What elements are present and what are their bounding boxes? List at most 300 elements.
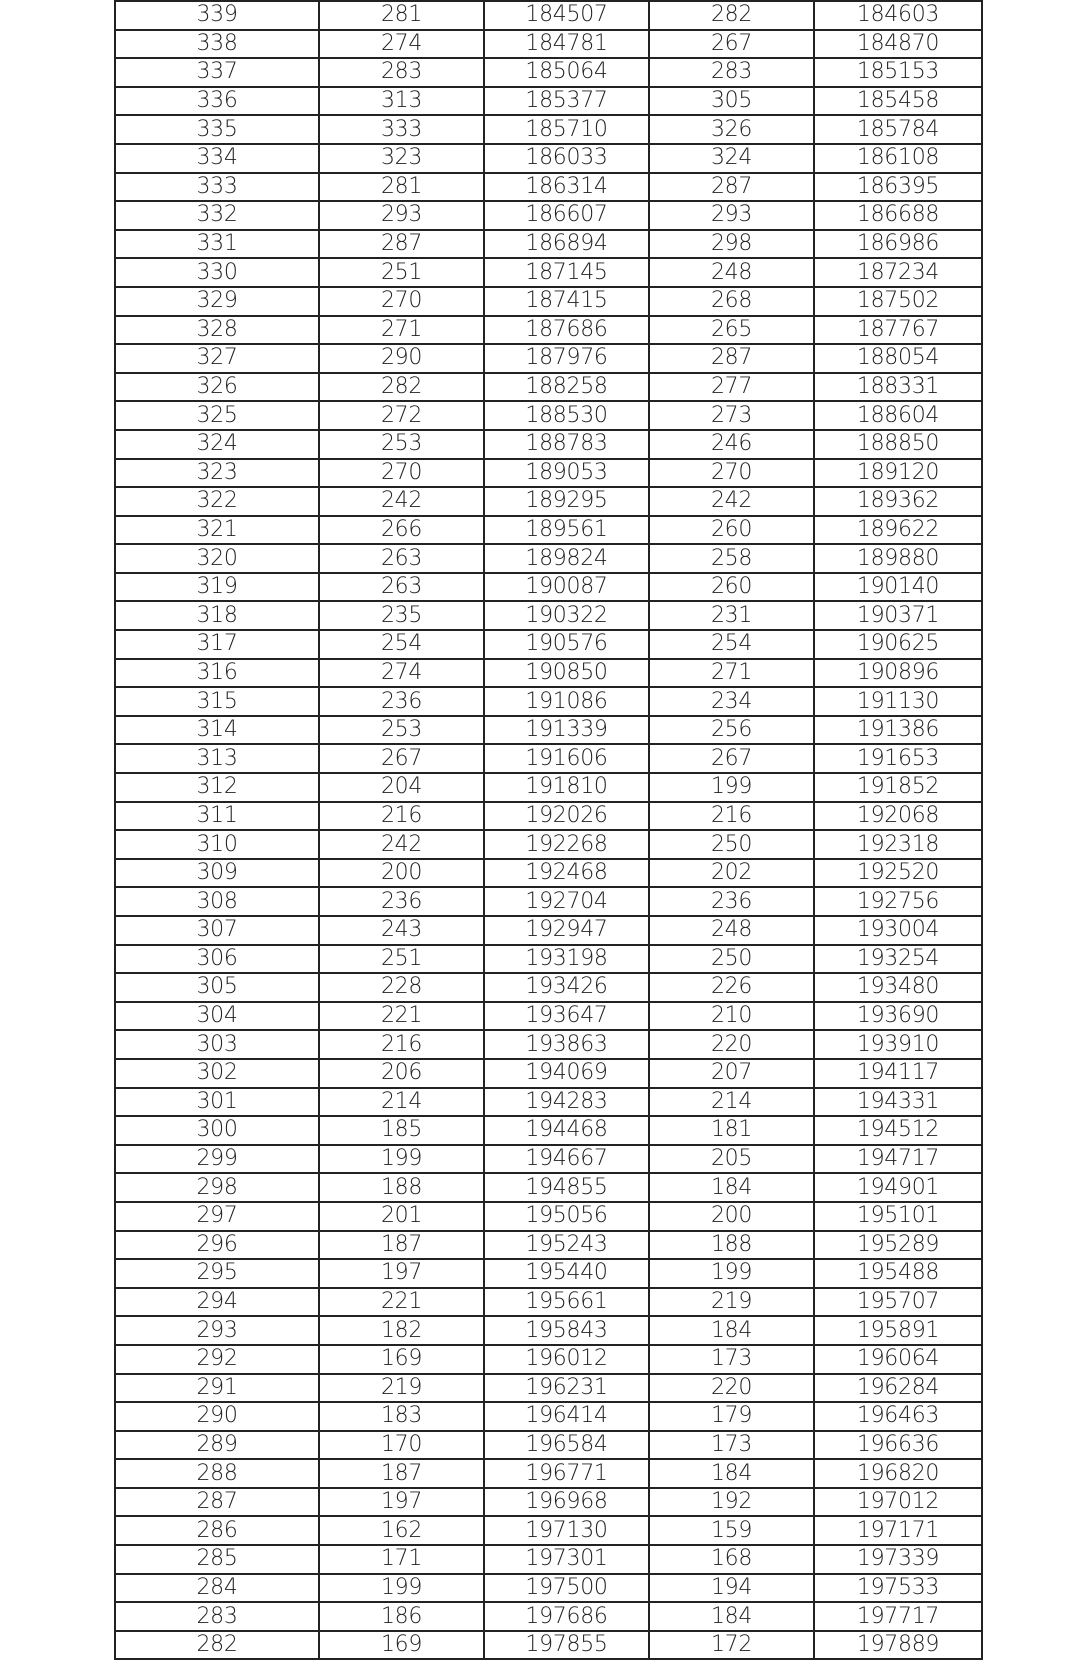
- cumulative-a-cell: 188258: [484, 373, 649, 402]
- count-a-cell: 270: [319, 459, 484, 488]
- count-b-cell: 305: [649, 87, 814, 116]
- count-a-cell: 263: [319, 544, 484, 573]
- table-row: [115, 1030, 982, 1059]
- count-b-cell: 159: [649, 1516, 814, 1545]
- table-row: [115, 1374, 982, 1403]
- cumulative-a-cell: 193863: [484, 1030, 649, 1059]
- score-cell: 330: [115, 258, 319, 287]
- table-row: [115, 601, 982, 630]
- count-a-cell: 204: [319, 773, 484, 802]
- score-cell: 319: [115, 573, 319, 602]
- count-b-cell: 293: [649, 201, 814, 230]
- count-a-cell: 216: [319, 802, 484, 831]
- count-b-cell: 267: [649, 30, 814, 59]
- cumulative-b-cell: 196820: [814, 1459, 982, 1488]
- cumulative-b-cell: 197339: [814, 1545, 982, 1574]
- table-row: [115, 859, 982, 888]
- cumulative-b-cell: 197171: [814, 1516, 982, 1545]
- count-a-cell: 272: [319, 401, 484, 430]
- cumulative-a-cell: 186894: [484, 230, 649, 259]
- score-cell: 335: [115, 115, 319, 144]
- score-table: [114, 0, 983, 1660]
- cumulative-a-cell: 193198: [484, 945, 649, 974]
- count-b-cell: 168: [649, 1545, 814, 1574]
- cumulative-a-cell: 193647: [484, 1002, 649, 1031]
- count-b-cell: 256: [649, 716, 814, 745]
- count-a-cell: 200: [319, 859, 484, 888]
- count-a-cell: 333: [319, 115, 484, 144]
- count-a-cell: 201: [319, 1202, 484, 1231]
- table-row: [115, 430, 982, 459]
- score-cell: 282: [115, 1631, 319, 1660]
- cumulative-a-cell: 185710: [484, 115, 649, 144]
- cumulative-b-cell: 193910: [814, 1030, 982, 1059]
- cumulative-b-cell: 186688: [814, 201, 982, 230]
- cumulative-b-cell: 197889: [814, 1631, 982, 1660]
- count-b-cell: 324: [649, 144, 814, 173]
- count-a-cell: 270: [319, 287, 484, 316]
- table-row: [115, 516, 982, 545]
- table-row: [115, 1345, 982, 1374]
- cumulative-b-cell: 195488: [814, 1259, 982, 1288]
- count-b-cell: 173: [649, 1345, 814, 1374]
- cumulative-b-cell: 185784: [814, 115, 982, 144]
- cumulative-b-cell: 190371: [814, 601, 982, 630]
- cumulative-a-cell: 190087: [484, 573, 649, 602]
- table-row: [115, 1, 982, 30]
- score-cell: 310: [115, 830, 319, 859]
- count-b-cell: 298: [649, 230, 814, 259]
- cumulative-a-cell: 185377: [484, 87, 649, 116]
- count-a-cell: 197: [319, 1259, 484, 1288]
- count-b-cell: 234: [649, 687, 814, 716]
- score-cell: 291: [115, 1374, 319, 1403]
- cumulative-a-cell: 197130: [484, 1516, 649, 1545]
- count-a-cell: 251: [319, 945, 484, 974]
- cumulative-a-cell: 194667: [484, 1145, 649, 1174]
- cumulative-a-cell: 186033: [484, 144, 649, 173]
- score-cell: 301: [115, 1088, 319, 1117]
- count-b-cell: 260: [649, 573, 814, 602]
- score-cell: 309: [115, 859, 319, 888]
- table-row: [115, 1516, 982, 1545]
- cumulative-a-cell: 197855: [484, 1631, 649, 1660]
- cumulative-b-cell: 188850: [814, 430, 982, 459]
- cumulative-b-cell: 188331: [814, 373, 982, 402]
- count-a-cell: 274: [319, 30, 484, 59]
- table-row: [115, 144, 982, 173]
- score-cell: 302: [115, 1059, 319, 1088]
- cumulative-b-cell: 185458: [814, 87, 982, 116]
- cumulative-a-cell: 188530: [484, 401, 649, 430]
- count-b-cell: 199: [649, 773, 814, 802]
- count-a-cell: 199: [319, 1145, 484, 1174]
- score-cell: 337: [115, 58, 319, 87]
- table-row: [115, 1288, 982, 1317]
- count-a-cell: 199: [319, 1574, 484, 1603]
- table-row: [115, 487, 982, 516]
- score-cell: 286: [115, 1516, 319, 1545]
- cumulative-a-cell: 190322: [484, 601, 649, 630]
- count-a-cell: 281: [319, 1, 484, 30]
- score-cell: 294: [115, 1288, 319, 1317]
- table-row: [115, 115, 982, 144]
- count-a-cell: 254: [319, 630, 484, 659]
- table-row: [115, 316, 982, 345]
- count-a-cell: 219: [319, 1374, 484, 1403]
- cumulative-a-cell: 197686: [484, 1602, 649, 1631]
- cumulative-a-cell: 196968: [484, 1488, 649, 1517]
- score-cell: 324: [115, 430, 319, 459]
- table-row: [115, 630, 982, 659]
- count-a-cell: 251: [319, 258, 484, 287]
- cumulative-b-cell: 190625: [814, 630, 982, 659]
- count-a-cell: 171: [319, 1545, 484, 1574]
- count-a-cell: 281: [319, 173, 484, 202]
- table-row: [115, 1116, 982, 1145]
- count-b-cell: 173: [649, 1431, 814, 1460]
- cumulative-b-cell: 192756: [814, 887, 982, 916]
- table-row: [115, 1202, 982, 1231]
- count-b-cell: 267: [649, 744, 814, 773]
- count-a-cell: 162: [319, 1516, 484, 1545]
- cumulative-a-cell: 195056: [484, 1202, 649, 1231]
- count-a-cell: 282: [319, 373, 484, 402]
- count-b-cell: 220: [649, 1374, 814, 1403]
- count-b-cell: 216: [649, 802, 814, 831]
- count-a-cell: 228: [319, 973, 484, 1002]
- count-b-cell: 202: [649, 859, 814, 888]
- score-cell: 331: [115, 230, 319, 259]
- cumulative-a-cell: 195440: [484, 1259, 649, 1288]
- count-a-cell: 274: [319, 659, 484, 688]
- count-a-cell: 169: [319, 1345, 484, 1374]
- count-a-cell: 236: [319, 687, 484, 716]
- cumulative-b-cell: 195891: [814, 1316, 982, 1345]
- cumulative-b-cell: 197012: [814, 1488, 982, 1517]
- cumulative-b-cell: 192318: [814, 830, 982, 859]
- score-cell: 332: [115, 201, 319, 230]
- table-row: [115, 687, 982, 716]
- table-row: [115, 1488, 982, 1517]
- cumulative-a-cell: 195661: [484, 1288, 649, 1317]
- cumulative-a-cell: 191086: [484, 687, 649, 716]
- cumulative-b-cell: 191386: [814, 716, 982, 745]
- cumulative-b-cell: 187502: [814, 287, 982, 316]
- score-cell: 325: [115, 401, 319, 430]
- cumulative-a-cell: 186314: [484, 173, 649, 202]
- count-b-cell: 207: [649, 1059, 814, 1088]
- cumulative-a-cell: 190850: [484, 659, 649, 688]
- score-cell: 284: [115, 1574, 319, 1603]
- cumulative-b-cell: 195707: [814, 1288, 982, 1317]
- score-cell: 300: [115, 1116, 319, 1145]
- count-a-cell: 221: [319, 1002, 484, 1031]
- cumulative-b-cell: 195101: [814, 1202, 982, 1231]
- score-cell: 308: [115, 887, 319, 916]
- table-row: [115, 459, 982, 488]
- count-b-cell: 268: [649, 287, 814, 316]
- count-a-cell: 185: [319, 1116, 484, 1145]
- cumulative-a-cell: 192026: [484, 802, 649, 831]
- score-cell: 287: [115, 1488, 319, 1517]
- score-cell: 292: [115, 1345, 319, 1374]
- cumulative-b-cell: 197717: [814, 1602, 982, 1631]
- table-row: [115, 1602, 982, 1631]
- score-cell: 297: [115, 1202, 319, 1231]
- count-b-cell: 242: [649, 487, 814, 516]
- table-row: [115, 1002, 982, 1031]
- cumulative-b-cell: 192068: [814, 802, 982, 831]
- score-cell: 323: [115, 459, 319, 488]
- cumulative-a-cell: 196231: [484, 1374, 649, 1403]
- count-b-cell: 172: [649, 1631, 814, 1660]
- count-b-cell: 214: [649, 1088, 814, 1117]
- cumulative-b-cell: 189622: [814, 516, 982, 545]
- cumulative-a-cell: 192704: [484, 887, 649, 916]
- count-b-cell: 326: [649, 115, 814, 144]
- score-cell: 311: [115, 802, 319, 831]
- score-cell: 289: [115, 1431, 319, 1460]
- count-b-cell: 273: [649, 401, 814, 430]
- score-cell: 339: [115, 1, 319, 30]
- count-b-cell: 250: [649, 830, 814, 859]
- score-cell: 295: [115, 1259, 319, 1288]
- cumulative-a-cell: 187145: [484, 258, 649, 287]
- count-b-cell: 277: [649, 373, 814, 402]
- table-row: [115, 201, 982, 230]
- cumulative-b-cell: 186395: [814, 173, 982, 202]
- count-b-cell: 220: [649, 1030, 814, 1059]
- count-b-cell: 282: [649, 1, 814, 30]
- table-row: [115, 230, 982, 259]
- cumulative-a-cell: 189053: [484, 459, 649, 488]
- table-row: [115, 973, 982, 1002]
- count-a-cell: 214: [319, 1088, 484, 1117]
- cumulative-b-cell: 186986: [814, 230, 982, 259]
- cumulative-a-cell: 184781: [484, 30, 649, 59]
- count-b-cell: 271: [649, 659, 814, 688]
- cumulative-a-cell: 192268: [484, 830, 649, 859]
- count-a-cell: 271: [319, 316, 484, 345]
- score-cell: 293: [115, 1316, 319, 1345]
- table-row: [115, 287, 982, 316]
- cumulative-a-cell: 195843: [484, 1316, 649, 1345]
- cumulative-a-cell: 196012: [484, 1345, 649, 1374]
- count-a-cell: 236: [319, 887, 484, 916]
- table-row: [115, 887, 982, 916]
- table-row: [115, 916, 982, 945]
- score-cell: 296: [115, 1231, 319, 1260]
- score-cell: 336: [115, 87, 319, 116]
- table-row: [115, 830, 982, 859]
- count-b-cell: 248: [649, 916, 814, 945]
- table-row: [115, 1631, 982, 1660]
- count-a-cell: 188: [319, 1173, 484, 1202]
- cumulative-a-cell: 185064: [484, 58, 649, 87]
- cumulative-a-cell: 194069: [484, 1059, 649, 1088]
- cumulative-a-cell: 197500: [484, 1574, 649, 1603]
- score-cell: 288: [115, 1459, 319, 1488]
- cumulative-a-cell: 187686: [484, 316, 649, 345]
- cumulative-b-cell: 192520: [814, 859, 982, 888]
- cumulative-b-cell: 194331: [814, 1088, 982, 1117]
- score-cell: 313: [115, 744, 319, 773]
- score-cell: 334: [115, 144, 319, 173]
- cumulative-b-cell: 191130: [814, 687, 982, 716]
- count-b-cell: 199: [649, 1259, 814, 1288]
- cumulative-a-cell: 189824: [484, 544, 649, 573]
- count-a-cell: 290: [319, 344, 484, 373]
- score-cell: 312: [115, 773, 319, 802]
- count-b-cell: 184: [649, 1459, 814, 1488]
- count-a-cell: 187: [319, 1459, 484, 1488]
- cumulative-b-cell: 188054: [814, 344, 982, 373]
- count-a-cell: 323: [319, 144, 484, 173]
- table-row: [115, 945, 982, 974]
- count-b-cell: 254: [649, 630, 814, 659]
- score-cell: 307: [115, 916, 319, 945]
- count-b-cell: 184: [649, 1173, 814, 1202]
- cumulative-b-cell: 187767: [814, 316, 982, 345]
- cumulative-b-cell: 194117: [814, 1059, 982, 1088]
- score-cell: 285: [115, 1545, 319, 1574]
- table-row: [115, 58, 982, 87]
- count-b-cell: 181: [649, 1116, 814, 1145]
- score-cell: 303: [115, 1030, 319, 1059]
- score-cell: 305: [115, 973, 319, 1002]
- score-cell: 283: [115, 1602, 319, 1631]
- score-cell: 298: [115, 1173, 319, 1202]
- cumulative-b-cell: 188604: [814, 401, 982, 430]
- count-b-cell: 265: [649, 316, 814, 345]
- cumulative-a-cell: 194855: [484, 1173, 649, 1202]
- score-cell: 316: [115, 659, 319, 688]
- count-b-cell: 270: [649, 459, 814, 488]
- cumulative-a-cell: 190576: [484, 630, 649, 659]
- count-b-cell: 179: [649, 1402, 814, 1431]
- score-table-body: [115, 1, 982, 1659]
- table-row: [115, 1574, 982, 1603]
- score-cell: 320: [115, 544, 319, 573]
- table-row: [115, 1402, 982, 1431]
- cumulative-b-cell: 191653: [814, 744, 982, 773]
- cumulative-b-cell: 193004: [814, 916, 982, 945]
- cumulative-b-cell: 187234: [814, 258, 982, 287]
- cumulative-b-cell: 190140: [814, 573, 982, 602]
- cumulative-b-cell: 196064: [814, 1345, 982, 1374]
- table-row: [115, 659, 982, 688]
- table-row: [115, 544, 982, 573]
- score-cell: 321: [115, 516, 319, 545]
- cumulative-b-cell: 189880: [814, 544, 982, 573]
- cumulative-a-cell: 189295: [484, 487, 649, 516]
- cumulative-b-cell: 186108: [814, 144, 982, 173]
- count-a-cell: 197: [319, 1488, 484, 1517]
- count-b-cell: 184: [649, 1316, 814, 1345]
- count-b-cell: 219: [649, 1288, 814, 1317]
- table-row: [115, 30, 982, 59]
- table-row: [115, 1088, 982, 1117]
- cumulative-a-cell: 197301: [484, 1545, 649, 1574]
- count-a-cell: 242: [319, 487, 484, 516]
- table-row: [115, 744, 982, 773]
- table-row: [115, 87, 982, 116]
- cumulative-a-cell: 195243: [484, 1231, 649, 1260]
- count-b-cell: 194: [649, 1574, 814, 1603]
- count-b-cell: 283: [649, 58, 814, 87]
- table-row: [115, 173, 982, 202]
- table-row: [115, 401, 982, 430]
- score-cell: 317: [115, 630, 319, 659]
- count-a-cell: 235: [319, 601, 484, 630]
- cumulative-b-cell: 195289: [814, 1231, 982, 1260]
- cumulative-a-cell: 191810: [484, 773, 649, 802]
- cumulative-b-cell: 189120: [814, 459, 982, 488]
- table-row: [115, 1059, 982, 1088]
- cumulative-a-cell: 188783: [484, 430, 649, 459]
- cumulative-a-cell: 191339: [484, 716, 649, 745]
- table-row: [115, 1316, 982, 1345]
- cumulative-a-cell: 192947: [484, 916, 649, 945]
- table-row: [115, 373, 982, 402]
- score-cell: 314: [115, 716, 319, 745]
- score-cell: 299: [115, 1145, 319, 1174]
- score-cell: 318: [115, 601, 319, 630]
- count-b-cell: 260: [649, 516, 814, 545]
- count-b-cell: 246: [649, 430, 814, 459]
- score-cell: 290: [115, 1402, 319, 1431]
- score-cell: 306: [115, 945, 319, 974]
- count-b-cell: 205: [649, 1145, 814, 1174]
- score-cell: 327: [115, 344, 319, 373]
- cumulative-b-cell: 196463: [814, 1402, 982, 1431]
- count-a-cell: 287: [319, 230, 484, 259]
- count-a-cell: 216: [319, 1030, 484, 1059]
- table-row: [115, 573, 982, 602]
- score-cell: 326: [115, 373, 319, 402]
- count-a-cell: 187: [319, 1231, 484, 1260]
- cumulative-b-cell: 193254: [814, 945, 982, 974]
- cumulative-a-cell: 186607: [484, 201, 649, 230]
- table-row: [115, 802, 982, 831]
- table-row: [115, 1173, 982, 1202]
- count-a-cell: 266: [319, 516, 484, 545]
- cumulative-a-cell: 187415: [484, 287, 649, 316]
- score-cell: 328: [115, 316, 319, 345]
- cumulative-b-cell: 189362: [814, 487, 982, 516]
- score-cell: 322: [115, 487, 319, 516]
- count-b-cell: 188: [649, 1231, 814, 1260]
- table-row: [115, 344, 982, 373]
- cumulative-b-cell: 196284: [814, 1374, 982, 1403]
- count-a-cell: 253: [319, 716, 484, 745]
- count-b-cell: 210: [649, 1002, 814, 1031]
- cumulative-a-cell: 191606: [484, 744, 649, 773]
- table-row: [115, 1231, 982, 1260]
- cumulative-a-cell: 196414: [484, 1402, 649, 1431]
- cumulative-a-cell: 187976: [484, 344, 649, 373]
- table-row: [115, 1145, 982, 1174]
- cumulative-b-cell: 196636: [814, 1431, 982, 1460]
- count-b-cell: 248: [649, 258, 814, 287]
- table-row: [115, 1459, 982, 1488]
- score-cell: 329: [115, 287, 319, 316]
- cumulative-a-cell: 196584: [484, 1431, 649, 1460]
- cumulative-a-cell: 189561: [484, 516, 649, 545]
- cumulative-b-cell: 184603: [814, 1, 982, 30]
- cumulative-a-cell: 192468: [484, 859, 649, 888]
